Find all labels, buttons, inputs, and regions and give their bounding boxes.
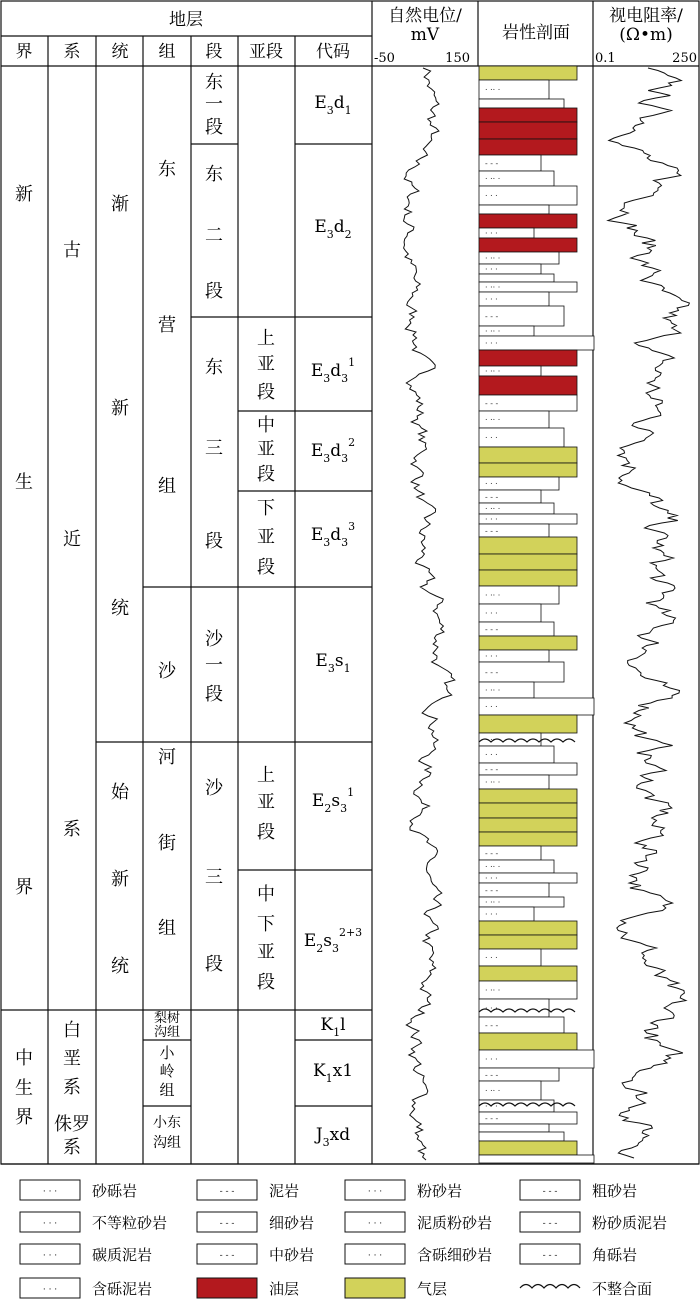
legend-swatch-pattern: · · · — [42, 1251, 58, 1261]
legend-label: 碳质泥岩 — [92, 1246, 153, 1264]
legend-item-mudstone — [197, 1180, 299, 1200]
legend — [20, 1180, 667, 1298]
formation-14: 沟组 — [153, 1135, 181, 1151]
formation-7: 组 — [158, 918, 176, 939]
col-header-code: 代码 — [316, 42, 350, 62]
oil-layer-bed — [479, 122, 577, 139]
lithology-symbol: · · · — [485, 1055, 498, 1064]
col-header-member: 段 — [205, 42, 223, 62]
legend-item-muddy-siltstone — [345, 1212, 492, 1232]
code-7: $E_2s_3^1$ — [311, 786, 355, 815]
gas-layer-bed — [479, 789, 577, 803]
legend-swatch-pattern: - - - — [542, 1187, 558, 1197]
lithology-symbol: · · · — [485, 1102, 498, 1111]
submember-12: 段 — [257, 822, 275, 843]
legend-item-silty-mudstone — [520, 1212, 667, 1232]
formation-2: 营 — [158, 315, 176, 336]
series-4: 始 — [111, 782, 129, 803]
submember-11: 亚 — [257, 792, 275, 813]
legend-label: 泥质粉砂岩 — [417, 1214, 493, 1232]
lithology-symbol: · ·· · — [485, 283, 501, 292]
formation-6: 街 — [158, 833, 176, 854]
member-11: 一 — [205, 655, 223, 676]
erathem-1: 新 — [15, 184, 33, 205]
legend-swatch-pattern: · · · — [42, 1285, 58, 1295]
lithology-symbol: - - - — [485, 886, 499, 895]
table-header — [16, 6, 684, 62]
legend-label: 粉砂质泥岩 — [592, 1214, 668, 1232]
formation-9: 沟组 — [153, 1025, 181, 1040]
codes — [304, 93, 362, 1149]
lithology-symbol: · · · — [485, 265, 498, 274]
sp-min-label: -50 — [374, 51, 395, 66]
legend-swatch-pattern: · · · — [367, 1251, 383, 1261]
submember-13: 中 — [257, 884, 275, 905]
erathem-6: 界 — [15, 1107, 33, 1128]
code-9: $K_1l$ — [320, 1015, 346, 1039]
series-5: 新 — [111, 869, 129, 890]
lithology-bed — [479, 274, 554, 282]
lithology-symbol: · · · — [485, 515, 498, 524]
legend-swatch-pattern: - - - — [219, 1187, 235, 1197]
legend-label: 细砂岩 — [269, 1214, 315, 1232]
submember-4: 中 — [257, 415, 275, 436]
legend-label: 不等粒砂岩 — [92, 1214, 168, 1232]
code-11: $J_3xd$ — [315, 1125, 351, 1149]
series-6: 统 — [111, 956, 129, 977]
lithology-bed — [479, 205, 549, 214]
submember-15: 亚 — [257, 942, 275, 963]
member-1: 东 — [205, 72, 223, 93]
member-3: 段 — [205, 117, 223, 138]
lithology-symbol: · · · — [485, 874, 498, 883]
lith-title: 岩性剖面 — [502, 23, 570, 43]
system-8: 系 — [63, 1137, 81, 1158]
lithology-symbol: · · · — [485, 479, 498, 489]
lithology-symbol: · · · — [485, 910, 498, 919]
legend-label: 含砾泥岩 — [92, 1280, 153, 1298]
gas-layer-bed — [479, 966, 577, 981]
member-6: 段 — [205, 281, 223, 302]
gas-layer-bed — [479, 463, 577, 477]
member-12: 段 — [205, 684, 223, 705]
col-header-series: 统 — [111, 42, 129, 62]
lithology-symbol: - - - — [485, 625, 499, 634]
submember-6: 段 — [257, 464, 275, 485]
oil-layer-bed — [479, 214, 577, 228]
legend-label: 粗砂岩 — [592, 1182, 638, 1200]
sp-curve — [404, 68, 455, 1160]
lithology-symbol: · ·· · — [485, 591, 501, 600]
member-14: 三 — [205, 867, 223, 888]
code-6: $E_3s_1$ — [315, 651, 351, 675]
gas-layer-bed — [479, 935, 577, 949]
legend-item-oil-layer — [197, 1278, 299, 1298]
code-1: $E_3d_1$ — [314, 93, 352, 117]
legend-label: 中砂岩 — [269, 1246, 315, 1264]
lithology-symbol: - - - — [485, 312, 499, 321]
member-4: 东 — [205, 164, 223, 185]
legend-item-gravel-sandstone — [20, 1180, 137, 1200]
lithology-symbol: - - - — [485, 1021, 499, 1030]
lithology-symbol: · ·· · — [485, 327, 501, 336]
lithology-symbol: - - - — [485, 159, 499, 168]
legend-swatch-pattern: - - - — [219, 1251, 235, 1261]
legend-swatch — [345, 1278, 405, 1298]
legend-label: 油层 — [269, 1280, 300, 1298]
erathem-3: 界 — [15, 877, 33, 898]
oil-layer-bed — [479, 238, 577, 252]
code-8: $E_2s_3^{2+3}$ — [303, 926, 363, 955]
gas-layer-bed — [479, 1033, 577, 1050]
lithology-symbol: · · · — [485, 609, 498, 618]
grid-lines — [1, 1, 699, 1164]
legend-swatch-pattern: · · · — [367, 1187, 383, 1197]
legend-item-coarse-sandstone — [520, 1180, 637, 1200]
legend-swatch — [197, 1278, 257, 1298]
erathem-5: 生 — [15, 1078, 33, 1099]
legend-item-siltstone — [345, 1180, 462, 1200]
gas-layer-bed — [479, 66, 577, 80]
submember-3: 段 — [257, 382, 275, 403]
gas-layer-bed — [479, 803, 577, 818]
lithology-symbol: · ·· · — [485, 504, 501, 514]
lithology-symbol: - - - — [485, 526, 499, 536]
legend-label: 含砾细砂岩 — [417, 1246, 493, 1264]
legend-swatch-pattern: - - - — [542, 1251, 558, 1261]
strata-header: 地层 — [169, 10, 203, 30]
lithology-bed — [479, 1124, 549, 1132]
lithology-symbol: · ·· · — [485, 174, 501, 184]
legend-item-breccia — [520, 1244, 637, 1264]
member-10: 沙 — [205, 629, 223, 650]
system-5: 垩 — [63, 1048, 81, 1069]
system-7: 侏罗 — [54, 1114, 90, 1135]
submember-7: 下 — [257, 498, 275, 519]
submember-16: 段 — [257, 972, 275, 993]
col-header-submember: 亚段 — [249, 42, 283, 62]
code-2: $E_3d_2$ — [314, 217, 352, 241]
oil-layer-bed — [479, 350, 577, 366]
member-2: 一 — [205, 94, 223, 115]
member-7: 东 — [205, 357, 223, 378]
lithology-symbol: · ·· · — [485, 415, 501, 425]
formation-3: 组 — [158, 476, 176, 497]
gas-layer-bed — [479, 554, 577, 570]
lithology-symbol: - - - — [485, 399, 499, 408]
erathem-4: 中 — [15, 1048, 33, 1069]
formation-5: 河 — [158, 747, 176, 768]
legend-label: 泥岩 — [269, 1182, 300, 1200]
lithology-symbol: · · · — [485, 702, 498, 712]
legend-item-fine-sandstone — [197, 1212, 314, 1232]
formation-11: 岭 — [159, 1062, 175, 1080]
oil-layer-bed — [479, 376, 577, 395]
system-3: 系 — [63, 819, 81, 840]
lithology-symbol: · · · — [485, 953, 498, 963]
lithology-symbol: · ·· · — [485, 778, 501, 787]
lithology-symbol: · · · — [485, 433, 498, 443]
legend-item-pebbly-fine-sandstone — [345, 1244, 492, 1264]
lithology-symbol: · · · — [485, 295, 498, 304]
gas-layer-bed — [479, 570, 577, 586]
legend-item-unconformity — [520, 1280, 652, 1298]
sp-title: 自然电位/ — [388, 6, 462, 26]
col-header-erathem: 界 — [15, 42, 33, 62]
lithology-bed — [479, 99, 564, 108]
sp-max-label: 150 — [445, 51, 470, 66]
formation-10: 小 — [159, 1044, 175, 1062]
legend-item-medium-sandstone — [197, 1244, 314, 1264]
formation-8: 梨树 — [153, 1011, 181, 1026]
gas-layer-bed — [479, 818, 577, 832]
legend-item-unequal-sandstone — [20, 1212, 167, 1232]
col-header-system: 系 — [63, 42, 81, 62]
lithology-symbol: · · · — [485, 339, 498, 348]
lithology-symbol: · ·· · — [485, 986, 501, 995]
submember-5: 亚 — [257, 439, 275, 460]
formation-1: 东 — [158, 159, 176, 180]
lithology-symbol: · · · — [485, 229, 498, 238]
lithology-symbol: · ·· · — [485, 367, 501, 376]
lithology-bed — [479, 1132, 564, 1141]
legend-swatch-pattern: · · · — [42, 1187, 58, 1197]
lithology-symbol: · ·· · — [485, 735, 501, 745]
res-min-label: 0.1 — [595, 51, 616, 66]
gas-layer-bed — [479, 715, 577, 733]
legend-swatch-pattern: · · · — [367, 1219, 383, 1229]
lithology-symbol: · ·· · — [485, 898, 501, 907]
member-9: 段 — [205, 531, 223, 552]
member-15: 段 — [205, 954, 223, 975]
code-3: $E_3d_3^1$ — [310, 356, 356, 385]
legend-label: 不整合面 — [592, 1280, 653, 1298]
res-unit: (Ω•m) — [619, 25, 673, 45]
formation-13: 小东 — [153, 1115, 181, 1131]
formation-12: 组 — [159, 1081, 175, 1099]
lithology-symbol: - - - — [485, 1114, 499, 1123]
legend-label: 砂砾岩 — [92, 1182, 138, 1200]
lithology-symbol: - - - — [485, 492, 499, 502]
lithology-symbol: - - - — [485, 849, 499, 858]
submember-1: 上 — [257, 328, 275, 349]
submember-14: 下 — [257, 914, 275, 935]
legend-swatch — [520, 1285, 580, 1289]
gas-layer-bed — [479, 636, 577, 650]
series-1: 渐 — [111, 194, 129, 215]
lithology-column — [479, 66, 594, 1163]
legend-item-pebbly-mudstone — [20, 1278, 152, 1298]
submember-2: 亚 — [257, 354, 275, 375]
lithology-symbol: · ·· · — [485, 85, 501, 95]
code-4: $E_3d_3^2$ — [310, 436, 356, 465]
legend-swatch-pattern: · · · — [42, 1219, 58, 1229]
lithology-symbol: · · · — [485, 1004, 498, 1013]
res-max-label: 250 — [672, 51, 697, 66]
code-10: $K_1x1$ — [312, 1061, 354, 1085]
lithology-symbol: · · · — [485, 750, 498, 760]
gas-layer-bed — [479, 832, 577, 846]
lithology-symbol: - - - — [485, 765, 499, 774]
lithology-bed — [479, 1155, 594, 1163]
lithology-symbol: · ·· · — [485, 254, 501, 263]
scale-labels — [374, 51, 697, 66]
legend-label: 角砾岩 — [592, 1246, 638, 1264]
erathem-2: 生 — [15, 472, 33, 493]
legend-swatch-pattern: - - - — [219, 1219, 235, 1229]
submember-8: 亚 — [257, 527, 275, 548]
legend-item-gas-layer — [345, 1278, 447, 1298]
gas-layer-bed — [479, 537, 577, 554]
legend-label: 粉砂岩 — [417, 1182, 463, 1200]
resistivity-curve — [608, 68, 689, 1158]
col-header-formation: 组 — [158, 42, 176, 62]
member-8: 三 — [205, 438, 223, 459]
formation-4: 沙 — [158, 661, 176, 682]
gas-layer-bed — [479, 921, 577, 935]
lithology-symbol: · ·· · — [485, 686, 501, 695]
gas-layer-bed — [479, 1141, 577, 1155]
member-13: 沙 — [205, 778, 223, 799]
res-title: 视电阻率/ — [609, 6, 683, 26]
system-6: 系 — [63, 1077, 81, 1098]
lithology-symbol: - - - — [485, 1070, 499, 1080]
legend-swatch-pattern: - - - — [542, 1219, 558, 1229]
system-1: 古 — [63, 240, 81, 261]
member-5: 二 — [205, 225, 223, 246]
lithology-symbol: · ·· · — [485, 862, 501, 872]
oil-layer-bed — [479, 108, 577, 122]
lithology-symbol: · ·· · — [485, 1086, 501, 1096]
legend-label: 气层 — [417, 1280, 448, 1298]
system-2: 近 — [63, 529, 81, 550]
system-4: 白 — [63, 1020, 81, 1041]
gas-layer-bed — [479, 447, 577, 463]
lithology-symbol: - - - — [485, 668, 499, 677]
submember-9: 段 — [257, 557, 275, 578]
lithology-symbol: · · · — [485, 652, 498, 661]
legend-item-carbonaceous-mudstone — [20, 1244, 152, 1264]
lithology-symbol: · · · — [485, 191, 498, 201]
sp-unit: mV — [410, 25, 440, 45]
code-5: $E_3d_3^3$ — [310, 520, 356, 549]
submember-10: 上 — [257, 765, 275, 786]
oil-layer-bed — [479, 139, 577, 155]
series-3: 统 — [111, 598, 129, 619]
column-text — [15, 72, 275, 1158]
series-2: 新 — [111, 398, 129, 419]
